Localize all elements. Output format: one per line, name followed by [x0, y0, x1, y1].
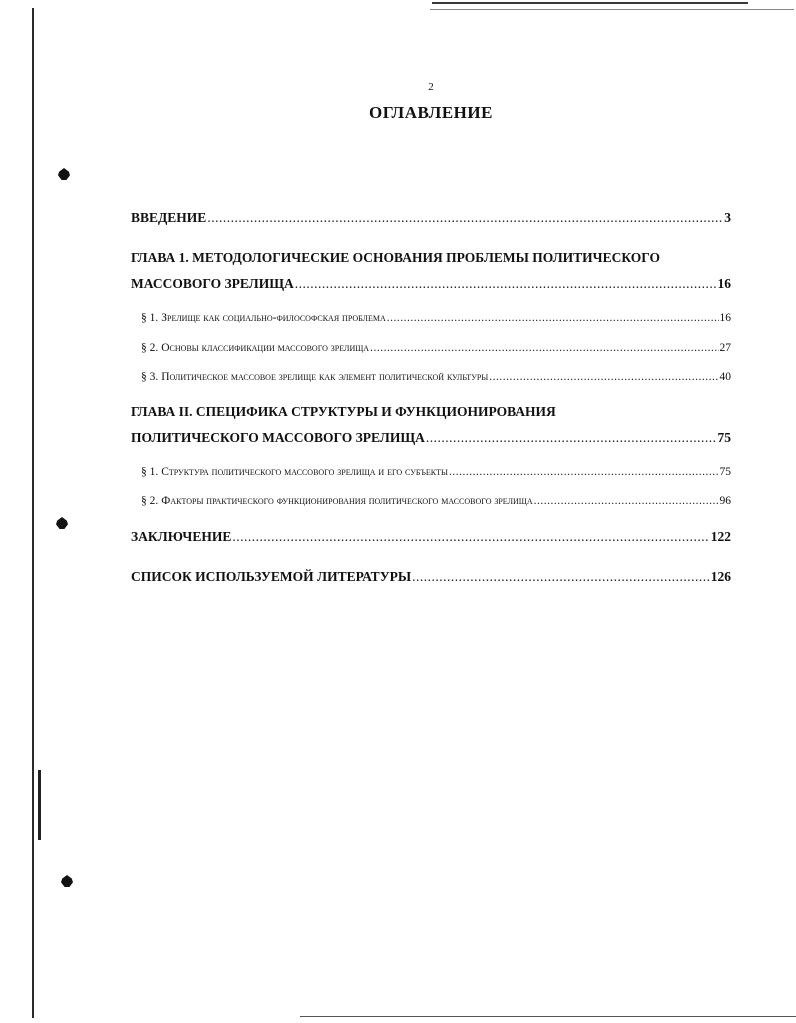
toc-entry-ch2-sec1[interactable] [141, 466, 731, 478]
toc-entry-conclusion[interactable] [131, 529, 731, 545]
leader-dots [426, 430, 717, 446]
punch-hole-icon [58, 168, 70, 180]
chapter-1-heading[interactable]: ГЛАВА 1. МЕТОДОЛОГИЧЕСКИЕ ОСНОВАНИЯ ПРОБЛЕМЫ ПОЛИТИЧЕСКОГО [131, 250, 661, 265]
toc-entry-page: 122 [710, 529, 731, 544]
scan-edge-top [432, 2, 748, 4]
section-number: § 3. [141, 371, 159, 383]
chapter-2-heading[interactable]: ГЛАВА II. СПЕЦИФИКА СТРУКТУРЫ И ФУНКЦИОНИРОВАНИЯ [131, 404, 556, 419]
leader-dots [207, 210, 723, 226]
section-number: § 2. [141, 342, 159, 354]
page-number: 2 [428, 81, 434, 93]
toc-entry-intro[interactable] [131, 210, 731, 226]
toc-entry-page: 16 [719, 312, 731, 324]
toc-entry-label: Факторы практического функционирования политического массового зрелища [161, 495, 533, 507]
leader-dots [387, 312, 719, 324]
toc-entry-page: 75 [719, 466, 731, 478]
toc-entry-label: ЗАКЛЮЧЕНИЕ [131, 529, 232, 544]
toc-entry-page: 16 [717, 276, 731, 291]
toc-entry-label: Зрелище как социально-философская проблема [161, 312, 386, 324]
margin-mark [38, 770, 41, 840]
leader-dots [412, 569, 710, 585]
leader-dots [534, 495, 719, 507]
leader-dots [370, 342, 718, 354]
page-title: ОГЛАВЛЕНИЕ [369, 103, 493, 122]
section-number: § 2. [141, 495, 159, 507]
toc-entry-label: ПОЛИТИЧЕСКОГО МАССОВОГО ЗРЕЛИЩА [131, 430, 425, 445]
punch-hole-icon [56, 517, 68, 529]
toc-entry-label: Структура политического массового зрелища и его субъекты [161, 466, 448, 478]
toc-entry-ch2-sec2[interactable] [141, 495, 731, 507]
toc-entry-label: Политическое массовое зрелище как элемент политической культуры [161, 371, 489, 383]
scan-edge-left [32, 8, 34, 1018]
leader-dots [295, 276, 717, 292]
leader-dots [489, 371, 718, 383]
toc-entry-page: 96 [719, 495, 731, 507]
scan-edge-bottom [300, 1016, 796, 1017]
leader-dots [449, 466, 719, 478]
toc-entry-label: МАССОВОГО ЗРЕЛИЩА [131, 276, 294, 291]
scan-edge-top-thin [430, 9, 794, 10]
section-number: § 1. [141, 312, 159, 324]
toc-entry-page: 3 [724, 210, 731, 225]
toc-entry-ch1-sec1[interactable] [141, 312, 731, 324]
toc-entry-page: 27 [719, 342, 731, 354]
toc-entry-ch1-sec3[interactable] [141, 371, 731, 383]
toc-entry-label: ВВЕДЕНИЕ [131, 210, 207, 225]
toc-entry-page: 126 [710, 569, 731, 584]
section-number: § 1. [141, 466, 159, 478]
toc-entry-chapter-2[interactable] [131, 430, 731, 446]
toc-entry-label: Основы классификации массового зрелища [161, 342, 370, 354]
toc-entry-chapter-1[interactable] [131, 276, 731, 292]
leader-dots [232, 529, 709, 545]
toc-entry-bibliography[interactable] [131, 569, 731, 585]
toc-entry-label: СПИСОК ИСПОЛЬЗУЕМОЙ ЛИТЕРАТУРЫ [131, 569, 412, 584]
toc-entry-page: 75 [717, 430, 731, 445]
toc-entry-ch1-sec2[interactable] [141, 342, 731, 354]
punch-hole-icon [61, 875, 73, 887]
toc-entry-page: 40 [719, 371, 731, 383]
